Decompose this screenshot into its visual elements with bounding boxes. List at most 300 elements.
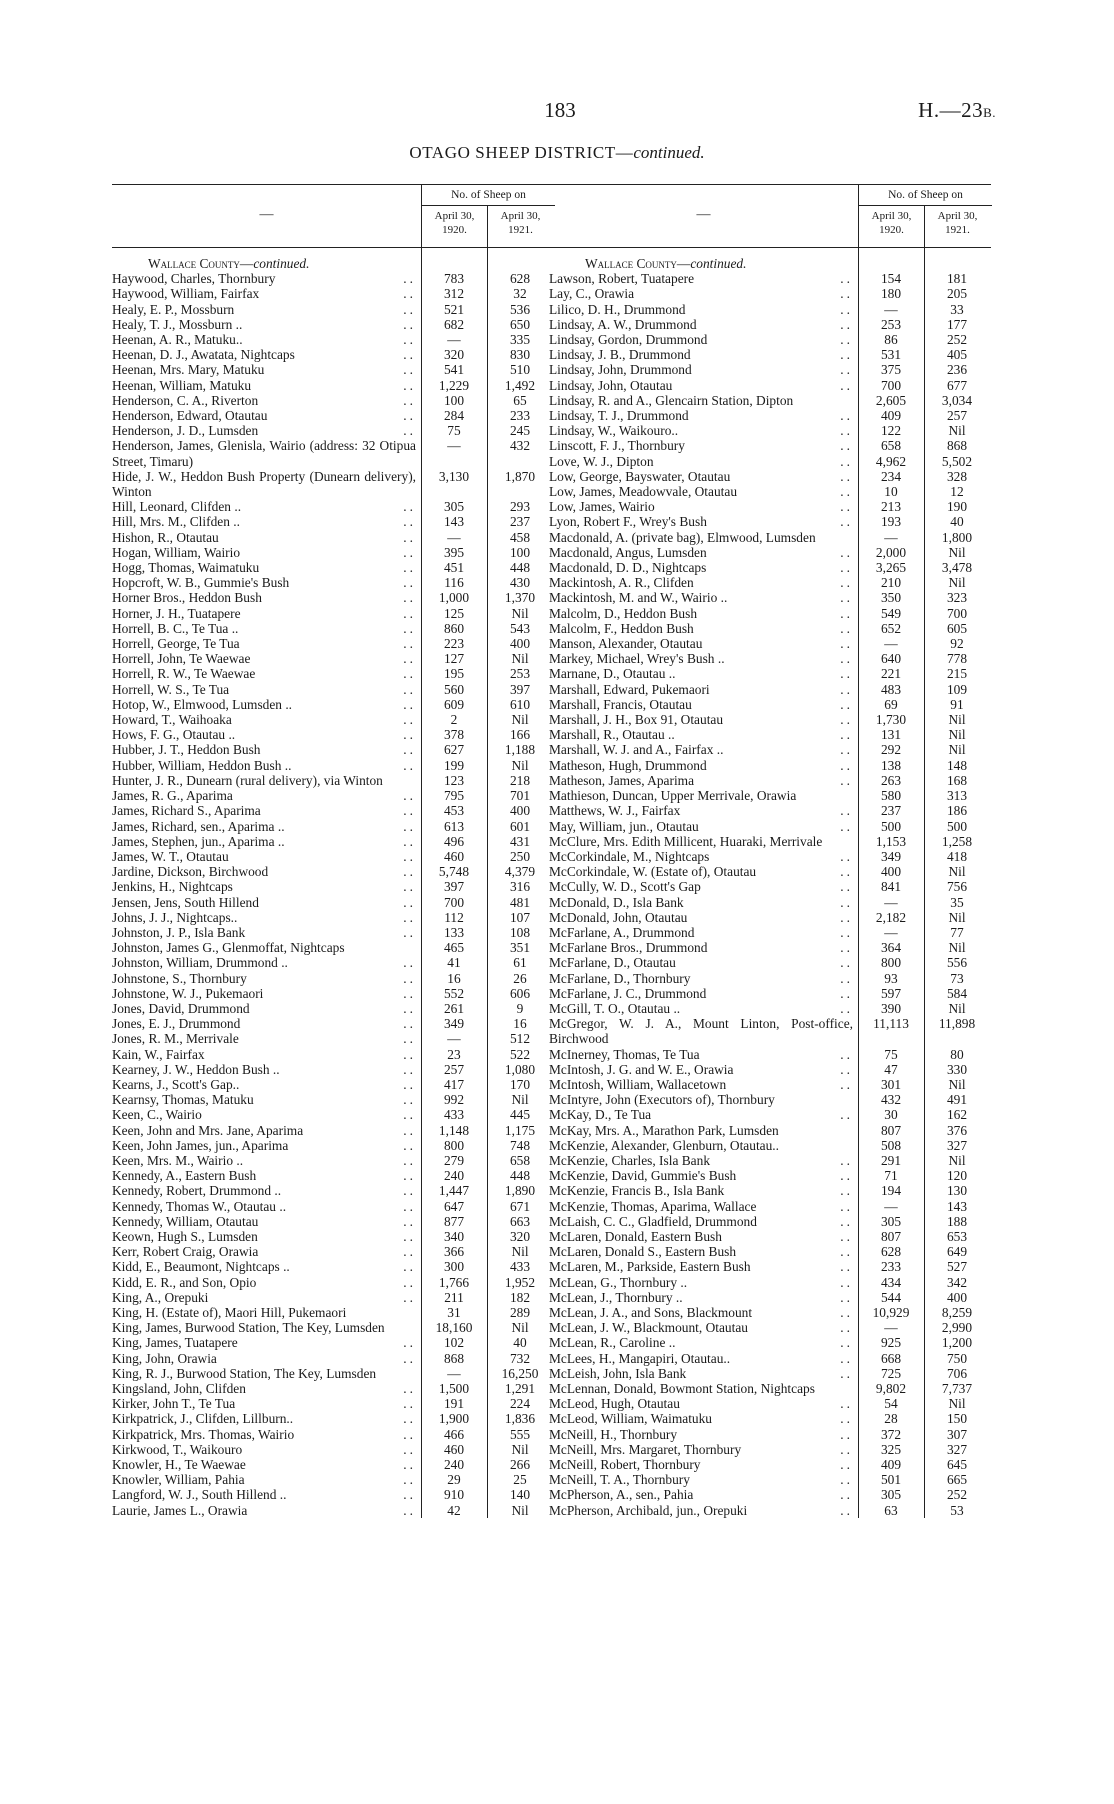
owner-name-text: Kennedy, Robert, Drummond .. [112,1183,282,1199]
sheep-1920: 11,113 [873,1016,909,1032]
table-row [112,1168,554,1183]
owner-name [549,1183,858,1198]
sheep-1921: 677 [946,377,968,393]
page-title [0,143,1114,163]
owner-name [112,682,421,697]
dot-leader: .. [403,271,416,287]
dot-leader: .. [403,1107,416,1123]
dot-leader: .. [840,377,853,393]
dot-leader: .. [403,1183,416,1199]
owner-name [549,1123,858,1138]
sheep-1920: 613 [443,818,465,834]
dot-leader: .. [840,408,853,424]
owner-name-text: McKenzie, David, Gummie's Bush [549,1168,737,1184]
owner-name [549,362,858,377]
sheep-1921: 400 [509,636,531,652]
table-row [549,378,991,393]
owner-name [549,1442,858,1457]
dot-leader: .. [403,696,416,712]
left-table-header [112,184,554,248]
dot-leader: .. [840,499,853,515]
owner-name [549,712,858,727]
table-row [549,545,991,560]
dot-leader: .. [840,1198,853,1214]
sheep-1921: 293 [509,499,531,515]
dot-leader: .. [840,301,853,317]
sheep-1921: 1,200 [941,1335,973,1351]
dot-leader: .. [403,529,416,545]
table-row [549,1259,991,1274]
dot-leader: .. [403,833,416,849]
sheep-1920: 432 [880,1092,902,1108]
owner-name [112,438,421,468]
owner-name [112,1290,421,1305]
owner-name-text: Lindsay, R. and A., Glencairn Station, Dipton [549,392,794,408]
dot-leader: .. [840,1305,853,1320]
owner-name [549,1427,858,1442]
sheep-1920: 261 [443,1000,465,1016]
owner-name [549,1153,858,1168]
owner-name [112,910,421,925]
sheep-1920: 700 [443,894,465,910]
sheep-1921: 756 [946,879,968,895]
owner-name-text: Kearney, J. W., Heddon Bush .. [112,1061,280,1077]
dot-leader: .. [840,1274,853,1290]
owner-name [549,1396,858,1411]
table-row [549,666,991,681]
owner-name [549,682,858,697]
table-row [549,1001,991,1016]
table-row [112,1244,554,1259]
sheep-1920: 841 [880,879,902,895]
owner-name-text: Heenan, Mrs. Mary, Matuku [112,362,265,378]
sheep-1920: — [447,1365,461,1381]
sheep-1921: 182 [509,1289,531,1305]
owner-name [112,590,421,605]
dot-leader: .. [403,316,416,332]
sheep-1920: 501 [880,1472,902,1488]
table-row [112,742,554,757]
owner-name-text: Linscott, F. J., Thornbury [549,438,685,454]
table-row [112,1001,554,1016]
sheep-1920: 116 [444,575,464,591]
dot-leader: .. [403,1350,416,1366]
table-row [549,1199,991,1214]
sheep-1921: 397 [509,681,531,697]
owner-name-text: Lilico, D. H., Drummond [549,301,686,317]
owner-name-text: King, John, Orawia [112,1350,217,1366]
sheep-1920: 378 [443,727,465,743]
owner-name [549,666,858,681]
sheep-1920: 291 [880,1152,902,1168]
table-row [549,1442,991,1457]
sheep-1921: 26 [513,970,527,986]
dot-leader: .. [840,332,853,347]
owner-name-text: King, James, Burwood Station, The Key, Lumsden [112,1320,385,1336]
sheep-1921: 108 [509,924,531,940]
sheep-1921: 140 [509,1487,531,1503]
dot-leader: .. [403,1411,416,1427]
sheep-1921: 653 [946,1228,968,1244]
sheep-1921: 1,870 [504,468,536,484]
owner-name [112,1457,421,1472]
sheep-1921: 1,258 [941,833,973,849]
sheep-1921: 3,478 [941,560,973,576]
sheep-1921: 9 [516,1000,524,1016]
owner-name [549,864,858,879]
owner-name-text: McLeish, John, Isla Bank [549,1365,687,1381]
sheep-1920: 552 [443,985,465,1001]
sheep-1920: 465 [443,940,465,956]
owner-name-text: Jensen, Jens, South Hillend [112,894,259,910]
sheep-1921: Nil [511,605,529,621]
owner-name [549,1305,858,1320]
owner-name [549,879,858,894]
owner-name-text: McLeod, Hugh, Otautau [549,1396,680,1412]
table-row [549,271,991,286]
owner-name-text: Johnstone, S., Thornbury [112,970,247,986]
owner-name [549,1351,858,1366]
dot-leader: .. [403,1274,416,1290]
owner-name-text: McCorkindale, W. (Estate of), Otautau [549,864,757,880]
header-col-1920-date: April 30, [434,210,475,222]
owner-name-text: McLean, J. A., and Sons, Blackmount [549,1305,753,1320]
sheep-1921: 1,175 [504,1122,536,1138]
dot-leader: .. [403,1061,416,1077]
dot-leader: .. [840,681,853,697]
sheep-1921: 40 [950,514,964,530]
table-row [549,347,991,362]
owner-name-text: James, W. T., Otautau [112,848,229,864]
owner-name [112,895,421,910]
owner-name [112,940,421,955]
sheep-1921: 1,836 [504,1411,536,1427]
table-row [549,408,991,423]
sheep-1921: 7,737 [941,1381,973,1397]
owner-name [112,819,421,834]
owner-name [549,1138,858,1153]
table-row [549,1244,991,1259]
table-row [112,636,554,651]
sheep-1920: 191 [443,1396,465,1412]
header-col-1920-year: 1920. [879,224,904,236]
header-col-1920 [421,205,487,247]
sheep-1920: 1,153 [875,833,907,849]
sheep-1921: 1,492 [504,377,536,393]
dot-leader: .. [840,1046,853,1062]
sheep-1920: 29 [447,1472,461,1488]
table-row [112,332,554,347]
owner-name [549,727,858,742]
owner-name-text: Marshall, Edward, Pukemaori [549,681,710,697]
owner-name [549,484,858,499]
owner-name [549,545,858,560]
sheep-1921: 33 [950,301,964,317]
owner-name [112,378,421,393]
owner-name [112,1442,421,1457]
sheep-1920: 682 [443,316,465,332]
sheep-1921: 500 [946,818,968,834]
dot-leader: .. [840,803,853,819]
owner-name-text: Lindsay, T. J., Drummond [549,408,689,424]
sheep-1921: Nil [511,1502,529,1518]
sheep-1920: 69 [884,696,898,712]
dot-leader: .. [840,848,853,864]
owner-name [549,1381,858,1396]
owner-name-text: McKenzie, Alexander, Glenburn, Otautau.. [549,1137,780,1153]
county-continued: continued. [690,256,747,271]
sheep-1921: 8,259 [941,1305,973,1320]
dot-leader: .. [840,1441,853,1457]
owner-name-text: Johnstone, W. J., Pukemaori [112,985,264,1001]
dot-leader: .. [840,1000,853,1016]
sheep-1921: 40 [513,1335,527,1351]
owner-name-text: Kidd, E. R., and Son, Opio [112,1274,257,1290]
owner-name [112,1411,421,1426]
sheep-1921: 327 [946,1441,968,1457]
owner-name [549,803,858,818]
sheep-1921: Nil [511,757,529,773]
owner-name-text: McLaish, C. C., Gladfield, Drummond [549,1213,757,1229]
table-row [549,1214,991,1229]
owner-name [112,606,421,621]
owner-name-text: Hubber, William, Heddon Bush .. [112,757,292,773]
sheep-1921: 289 [509,1305,531,1320]
sheep-1920: 340 [443,1228,465,1244]
sheep-1920: 366 [443,1244,465,1260]
table-row [549,910,991,925]
sheep-1920: 240 [443,1168,465,1184]
table-row [549,514,991,529]
owner-name-text: Kirkpatrick, J., Clifden, Lillburn.. [112,1411,294,1427]
sheep-1921: 491 [946,1092,968,1108]
owner-name [549,1259,858,1274]
table-row [549,1123,991,1138]
sheep-1921: Nil [948,1000,966,1016]
owner-name-text: McNeill, H., Thornbury [549,1426,678,1442]
dot-leader: .. [403,1381,416,1397]
sheep-1921: 1,080 [504,1061,536,1077]
sheep-1921: 868 [946,438,968,454]
owner-name [549,1244,858,1259]
owner-name-text: James, Stephen, jun., Aparima .. [112,833,285,849]
dot-leader: .. [840,1107,853,1123]
dot-leader: .. [840,423,853,439]
table-row [549,895,991,910]
owner-name [112,362,421,377]
dot-leader: .. [840,1061,853,1077]
owner-name [112,271,421,286]
owner-name-text: Healy, E. P., Mossburn [112,301,235,317]
owner-name [112,1351,421,1366]
owner-name [549,651,858,666]
sheep-1921: 555 [509,1426,531,1442]
owner-name-text: Kennedy, A., Eastern Bush [112,1168,257,1184]
owner-name-text: McLaren, Donald, Eastern Bush [549,1228,722,1244]
sheep-1921: Nil [511,1320,529,1336]
dot-leader: .. [840,1244,853,1260]
sheep-1920: 253 [880,316,902,332]
owner-name [112,864,421,879]
dot-leader: .. [840,286,853,302]
sheep-1920: 9,802 [875,1381,907,1397]
sheep-1920: 434 [880,1274,902,1290]
owner-name [112,925,421,940]
sheep-1921: Nil [511,1244,529,1260]
dot-leader: .. [403,332,416,347]
owner-name-text: Kirkwood, T., Waikouro [112,1441,243,1457]
owner-name [112,651,421,666]
owner-name-text: Johnston, J. P., Isla Bank [112,924,246,940]
owner-name-text: Matheson, James, Aparima [549,772,695,788]
dot-leader: .. [840,605,853,621]
sheep-1921: 706 [946,1365,968,1381]
sheep-1920: 647 [443,1198,465,1214]
sheep-1920: 131 [880,727,902,743]
sheep-1920: 409 [880,1457,902,1473]
owner-name-text: Lindsay, John, Otautau [549,377,673,393]
owner-name [112,697,421,712]
dot-leader: .. [840,1457,853,1473]
dot-leader: .. [403,909,416,925]
table-row [112,1335,554,1350]
owner-name [549,1290,858,1305]
sheep-1920: — [884,1320,898,1336]
table-row [112,1259,554,1274]
owner-name-text: Marshall, J. H., Box 91, Otautau [549,712,724,728]
owner-name-text: McLean, J. W., Blackmount, Otautau [549,1320,748,1336]
sheep-1921: 53 [950,1502,964,1518]
sheep-1921: 400 [509,803,531,819]
sheep-1920: 100 [443,392,465,408]
dot-leader: .. [840,1472,853,1488]
table-row [549,1351,991,1366]
sheep-1921: 190 [946,499,968,515]
sheep-1921: 342 [946,1274,968,1290]
dot-leader: .. [840,636,853,652]
dot-leader: .. [840,727,853,743]
dot-leader: .. [840,468,853,484]
dot-leader: .. [403,742,416,758]
dot-leader: .. [840,514,853,530]
dot-leader: .. [403,423,416,439]
sheep-1921: 748 [509,1137,531,1153]
sheep-1921: 313 [946,788,968,804]
owner-name [549,849,858,864]
owner-name-text: McLaren, M., Parkside, Eastern Bush [549,1259,751,1275]
sheep-1920: 237 [880,803,902,819]
sheep-1920: 531 [880,347,902,363]
sheep-1921: 335 [509,332,531,347]
sheep-1921: 186 [946,803,968,819]
table-row [112,773,554,788]
sheep-1921: 120 [946,1168,968,1184]
table-row [549,1320,991,1335]
owner-name [549,514,858,529]
sheep-1921: Nil [948,940,966,956]
table-row [112,1138,554,1153]
sheep-1920: 138 [880,757,902,773]
owner-name [549,378,858,393]
table-row [112,1290,554,1305]
owner-name [549,925,858,940]
sheep-1920: — [447,438,461,454]
sheep-1921: 11,898 [938,1016,976,1032]
sheep-1920: 123 [443,772,465,788]
sheep-1921: 252 [946,1487,968,1503]
owner-name-text: Macdonald, D. D., Nightcaps [549,560,707,576]
dot-leader: .. [403,924,416,940]
owner-name-text: Heenan, William, Matuku [112,377,252,393]
table-row [549,986,991,1001]
sheep-1921: 224 [509,1396,531,1412]
owner-name [112,302,421,317]
owner-name [549,317,858,332]
owner-name [112,727,421,742]
dot-leader: .. [840,453,853,469]
table-row [549,1381,991,1396]
sheep-1920: 86 [884,332,898,347]
table-row [112,986,554,1001]
dot-leader: .. [840,666,853,682]
dot-leader: .. [840,620,853,636]
dot-leader: .. [403,636,416,652]
header-col-1921-date: April 30, [937,210,978,222]
table-row [112,834,554,849]
table-row [112,423,554,438]
owner-name-text: Hopcroft, W. B., Gummie's Bush [112,575,290,591]
owner-name [112,1320,421,1335]
header-sheep-group: No. of Sheep on [421,185,555,206]
table-row [549,332,991,347]
owner-name-text: Mathieson, Duncan, Upper Merrivale, Orawia [549,788,797,804]
sheep-1920: 133 [443,924,465,940]
table-row [112,1442,554,1457]
owner-name [549,1411,858,1426]
table-row [112,560,554,575]
sheep-1921: Nil [511,1441,529,1457]
table-row [112,895,554,910]
owner-name [549,590,858,605]
owner-name-text: Kirkpatrick, Mrs. Thomas, Wairio [112,1426,295,1442]
sheep-1920: 305 [443,499,465,515]
table-row [549,727,991,742]
sheep-1921: 605 [946,620,968,636]
dot-leader: .. [403,605,416,621]
sheep-1920: 400 [880,864,902,880]
sheep-1920: 800 [880,955,902,971]
owner-name-text: Hunter, J. R., Dunearn (rural delivery), via Winton [112,772,383,788]
sheep-1921: 527 [946,1259,968,1275]
owner-name-text: Hill, Mrs. M., Clifden .. [112,514,240,530]
owner-name-text: McKenzie, Thomas, Aparima, Wallace [549,1198,757,1214]
dot-leader: .. [403,1259,416,1275]
owner-name-text: Henderson, C. A., Riverton [112,392,259,408]
sheep-1921: 1,800 [941,529,973,545]
table-row [112,712,554,727]
owner-name-text: Marshall, W. J. and A., Fairfax .. [549,742,724,758]
dot-leader: .. [403,727,416,743]
dot-leader: .. [403,347,416,363]
sheep-1921: 236 [946,362,968,378]
owner-name-text: Kingsland, John, Clifden [112,1381,246,1397]
sheep-1920: 320 [443,347,465,363]
dot-leader: .. [403,970,416,986]
sheep-1921: Nil [948,742,966,758]
sheep-1920: 795 [443,788,465,804]
sheep-1920: 5,748 [438,864,470,880]
right-table-body [549,248,991,1518]
